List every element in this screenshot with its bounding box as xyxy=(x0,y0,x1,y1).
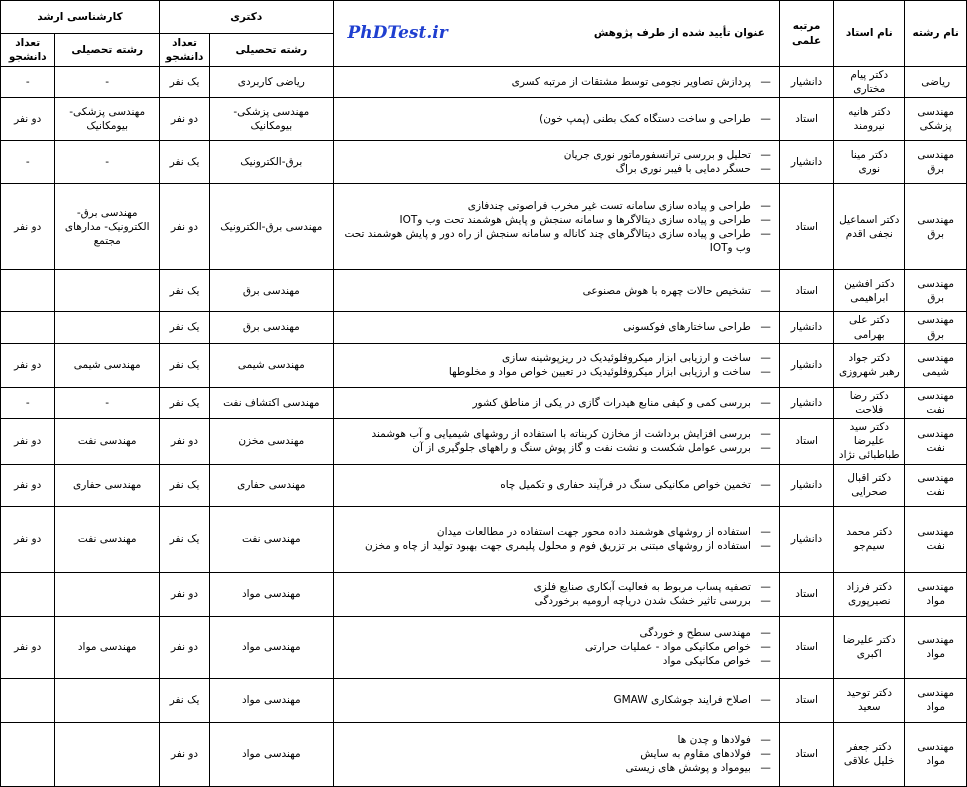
header-masters: کارشناسی ارشد xyxy=(1,1,160,34)
phd-major-cell: برق-الکترونیک xyxy=(210,141,333,184)
field-cell: مهندسی برق xyxy=(905,270,967,312)
ms-major-cell: مهندسی نفت xyxy=(55,506,160,572)
topic-item: — بررسی افزایش برداشت از مخازن کربناته با استفاده از روشهای شیمیایی و آب هوشمند xyxy=(338,427,773,441)
topic-item: — ساخت و ارزیابی ابزار میکروفلوئیدیک در تعیین خواص مواد و مخلوطها xyxy=(338,365,773,379)
phd-major-cell: مهندسی اکتشاف نفت xyxy=(210,387,333,418)
phd-major-cell: مهندسی مواد xyxy=(210,722,333,786)
topic-item: — طراحی و ساخت دستگاه کمک بطنی (پمپ خون) xyxy=(338,112,773,126)
rank-cell: دانشیار xyxy=(779,387,833,418)
table-row xyxy=(1,419,967,465)
topics-cell xyxy=(333,184,779,270)
phd-major-cell: مهندسی مواد xyxy=(210,616,333,678)
rank-cell: دانشیار xyxy=(779,141,833,184)
topics-cell xyxy=(333,678,779,722)
professor-cell: دکتر جعفر خلیل علاقی xyxy=(834,722,905,786)
header-topic: عنوان تأیید شده از طرف پژوهش xyxy=(593,27,765,40)
phd-major-cell: مهندسی پزشکی- بیومکانیک xyxy=(210,98,333,141)
field-cell: مهندسی برق xyxy=(905,312,967,343)
phd-count-cell: یک نفر xyxy=(159,464,209,506)
professor-cell: دکتر جواد رهبر شهروزی xyxy=(834,343,905,387)
topic-item: — اصلاح فرایند جوشکاری GMAW xyxy=(338,693,773,707)
ms-major-cell: مهندسی مواد xyxy=(55,616,160,678)
ms-count-cell: دو نفر xyxy=(1,616,55,678)
professor-cell: دکتر اقبال صحرایی xyxy=(834,464,905,506)
topic-item: — فولادها و چدن ها xyxy=(338,733,773,747)
phd-count-cell: یک نفر xyxy=(159,678,209,722)
table-row xyxy=(1,506,967,572)
rank-cell: دانشیار xyxy=(779,312,833,343)
phd-count-cell: یک نفر xyxy=(159,141,209,184)
phd-major-cell: مهندسی مخزن xyxy=(210,419,333,465)
rank-cell: دانشیار xyxy=(779,343,833,387)
topic-item: — طراحی ساختارهای فوکسونی xyxy=(338,320,773,334)
rank-cell: استاد xyxy=(779,572,833,616)
header-row-1 xyxy=(1,1,967,34)
field-cell: مهندسی نفت xyxy=(905,419,967,465)
topics-cell xyxy=(333,98,779,141)
professor-cell: دکتر فرزاد نصیرپوری xyxy=(834,572,905,616)
table-row xyxy=(1,722,967,786)
ms-count-cell: دو نفر xyxy=(1,98,55,141)
topics-cell xyxy=(333,616,779,678)
topics-cell xyxy=(333,419,779,465)
field-cell: مهندسی برق xyxy=(905,184,967,270)
phd-count-cell: یک نفر xyxy=(159,343,209,387)
professor-cell: دکتر توحید سعید xyxy=(834,678,905,722)
topics-cell xyxy=(333,67,779,98)
field-cell: مهندسی مواد xyxy=(905,572,967,616)
topic-item: — طراحی و پیاده سازی دیتالاگرها و سامانه سنجش و پایش هوشمند تحت وب وIOT xyxy=(338,213,773,227)
ms-major-cell: مهندسی نفت xyxy=(55,419,160,465)
professor-cell: دکتر هانیه نیرومند xyxy=(834,98,905,141)
rank-cell: دانشیار xyxy=(779,67,833,98)
topic-item: — خواص مکانیکی مواد xyxy=(338,654,773,668)
phd-count-cell: دو نفر xyxy=(159,98,209,141)
phd-major-cell: مهندسی مواد xyxy=(210,678,333,722)
topics-cell xyxy=(333,387,779,418)
topic-item: — تصفیه پساب مربوط به فعالیت آبکاری صنایع فلزی xyxy=(338,580,773,594)
table-body xyxy=(1,67,967,787)
topics-cell xyxy=(333,464,779,506)
professor-cell: دکتر علی بهرامی xyxy=(834,312,905,343)
professor-cell: دکتر سید علیرضا طباطبائی نژاد xyxy=(834,419,905,465)
field-cell: مهندسی مواد xyxy=(905,678,967,722)
phd-major-cell: مهندسی نفت xyxy=(210,506,333,572)
phd-count-cell: دو نفر xyxy=(159,419,209,465)
topic-item: — بررسی کمی و کیفی منابع هیدرات گازی در یکی از مناطق کشور xyxy=(338,396,773,410)
ms-major-cell: - xyxy=(55,67,160,98)
topic-item: — بررسی تاثیر خشک شدن دریاچه ارومیه برخوردگی xyxy=(338,594,773,608)
table-row xyxy=(1,270,967,312)
phd-major-cell: مهندسی مواد xyxy=(210,572,333,616)
rank-cell: استاد xyxy=(779,270,833,312)
phd-count-cell: دو نفر xyxy=(159,184,209,270)
professor-cell: دکتر محمد سیم‌جو xyxy=(834,506,905,572)
ms-major-cell xyxy=(55,722,160,786)
ms-major-cell xyxy=(55,678,160,722)
rank-cell: استاد xyxy=(779,419,833,465)
ms-count-cell: - xyxy=(1,67,55,98)
professor-cell: دکتر مینا نوری xyxy=(834,141,905,184)
ms-major-cell: مهندسی شیمی xyxy=(55,343,160,387)
topic-item: — استفاده از روشهای مبتنی بر تزریق فوم و محلول پلیمری جهت بهبود تولید از چاه و مخزن xyxy=(338,539,773,553)
table-row xyxy=(1,67,967,98)
ms-count-cell: دو نفر xyxy=(1,184,55,270)
topic-item: — طراحی و پیاده سازی دیتالاگرهای چند کاناله و سامانه سنجش از راه دور و پایش هوشمند تحت وب وIOT xyxy=(338,227,773,255)
topics-cell xyxy=(333,141,779,184)
ms-count-cell: دو نفر xyxy=(1,419,55,465)
table-row xyxy=(1,616,967,678)
topic-item: — مهندسی سطح و خوردگی xyxy=(338,626,773,640)
header-topic-cell xyxy=(333,1,779,67)
phd-major-cell: مهندسی شیمی xyxy=(210,343,333,387)
professor-cell: دکتر پیام مختاری xyxy=(834,67,905,98)
rank-cell: دانشیار xyxy=(779,506,833,572)
rank-cell: دانشیار xyxy=(779,464,833,506)
phd-count-cell: یک نفر xyxy=(159,506,209,572)
header-ms-major: رشته تحصیلی xyxy=(55,34,160,67)
header-phd: دکتری xyxy=(159,1,333,34)
field-cell: مهندسی شیمی xyxy=(905,343,967,387)
ms-major-cell: مهندسی پزشکی- بیومکانیک xyxy=(55,98,160,141)
topic-item: — پردازش تصاویر نجومی توسط مشتقات از مرتبه کسری xyxy=(338,75,773,89)
phd-count-cell: دو نفر xyxy=(159,572,209,616)
table-row xyxy=(1,184,967,270)
topic-item: — ساخت و ارزیابی ابزار میکروفلوئیدیک در ریزپوشینه سازی xyxy=(338,351,773,365)
topic-item: — تحلیل و بررسی ترانسفورماتور نوری جریان xyxy=(338,148,773,162)
header-ms-count: تعداد دانشجو xyxy=(1,34,55,67)
topics-cell xyxy=(333,270,779,312)
topic-item: — خواص مکانیکی مواد - عملیات حرارتی xyxy=(338,640,773,654)
professor-cell: دکتر رضا فلاحت xyxy=(834,387,905,418)
ms-major-cell xyxy=(55,270,160,312)
ms-major-cell: - xyxy=(55,141,160,184)
professor-cell: دکتر اسماعیل نجفی اقدم xyxy=(834,184,905,270)
table-row xyxy=(1,387,967,418)
field-cell: مهندسی مواد xyxy=(905,722,967,786)
table-row xyxy=(1,141,967,184)
professor-cell: دکتر افشین ابراهیمی xyxy=(834,270,905,312)
ms-count-cell xyxy=(1,722,55,786)
ms-count-cell: دو نفر xyxy=(1,343,55,387)
header-professor: نام استاد xyxy=(834,1,905,67)
table-row xyxy=(1,98,967,141)
field-cell: مهندسی نفت xyxy=(905,506,967,572)
topics-cell xyxy=(333,312,779,343)
ms-count-cell xyxy=(1,270,55,312)
topics-cell xyxy=(333,722,779,786)
topics-cell xyxy=(333,572,779,616)
phd-count-cell: یک نفر xyxy=(159,270,209,312)
topics-cell xyxy=(333,506,779,572)
header-rank: مرتبه علمی xyxy=(779,1,833,67)
table-row xyxy=(1,572,967,616)
ms-count-cell: دو نفر xyxy=(1,506,55,572)
phd-count-cell: یک نفر xyxy=(159,67,209,98)
phd-major-cell: مهندسی برق xyxy=(210,270,333,312)
topic-item: — تخمین خواص مکانیکی سنگ در فرآیند حفاری و تکمیل چاه xyxy=(338,478,773,492)
ms-count-cell: - xyxy=(1,387,55,418)
rank-cell: استاد xyxy=(779,98,833,141)
rank-cell: استاد xyxy=(779,722,833,786)
phd-count-cell: یک نفر xyxy=(159,312,209,343)
header-phd-major: رشته تحصیلی xyxy=(210,34,333,67)
table-row xyxy=(1,343,967,387)
rank-cell: استاد xyxy=(779,616,833,678)
table-row xyxy=(1,464,967,506)
field-cell: مهندسی پزشکی xyxy=(905,98,967,141)
topic-item: — بررسی عوامل شکست و نشت نفت و گاز پوش سنگ و راههای جلوگیری از آن xyxy=(338,441,773,455)
phd-major-cell: مهندسی حفاری xyxy=(210,464,333,506)
topic-item: — بیومواد و پوشش های زیستی xyxy=(338,761,773,775)
phd-count-cell: یک نفر xyxy=(159,387,209,418)
table-row xyxy=(1,312,967,343)
topic-item: — تشخیص حالات چهره با هوش مصنوعی xyxy=(338,284,773,298)
field-cell: مهندسی مواد xyxy=(905,616,967,678)
ms-major-cell: مهندسی حفاری xyxy=(55,464,160,506)
rank-cell: استاد xyxy=(779,184,833,270)
ms-major-cell xyxy=(55,312,160,343)
ms-major-cell xyxy=(55,572,160,616)
rank-cell: استاد xyxy=(779,678,833,722)
ms-count-cell xyxy=(1,572,55,616)
ms-count-cell xyxy=(1,312,55,343)
topic-item: — حسگر دمایی با فیبر نوری براگ xyxy=(338,162,773,176)
header-phd-count: تعداد دانشجو xyxy=(159,34,209,67)
phd-count-cell: دو نفر xyxy=(159,616,209,678)
ms-count-cell xyxy=(1,678,55,722)
ms-major-cell: - xyxy=(55,387,160,418)
ms-count-cell: دو نفر xyxy=(1,464,55,506)
phdtest-logo: PhDTest.ir xyxy=(347,23,448,44)
phd-major-cell: ریاضی کاربردی xyxy=(210,67,333,98)
field-cell: مهندسی نفت xyxy=(905,387,967,418)
topic-item: — طراحی و پیاده سازی سامانه تست غیر مخرب فراصوتی چندفازی xyxy=(338,199,773,213)
professor-cell: دکتر علیرضا اکبری xyxy=(834,616,905,678)
ms-count-cell: - xyxy=(1,141,55,184)
table-row xyxy=(1,678,967,722)
phd-major-cell: مهندسی برق-الکترونیک xyxy=(210,184,333,270)
topic-item: — استفاده از روشهای هوشمند داده محور جهت استفاده در مطالعات میدان xyxy=(338,525,773,539)
field-cell: مهندسی نفت xyxy=(905,464,967,506)
header-field: نام رشته xyxy=(905,1,967,67)
topics-cell xyxy=(333,343,779,387)
phd-major-cell: مهندسی برق xyxy=(210,312,333,343)
field-cell: ریاضی xyxy=(905,67,967,98)
ms-major-cell: مهندسی برق- الکترونیک- مدارهای مجتمع xyxy=(55,184,160,270)
phd-count-cell: دو نفر xyxy=(159,722,209,786)
field-cell: مهندسی برق xyxy=(905,141,967,184)
topic-item: — فولادهای مقاوم به سایش xyxy=(338,747,773,761)
